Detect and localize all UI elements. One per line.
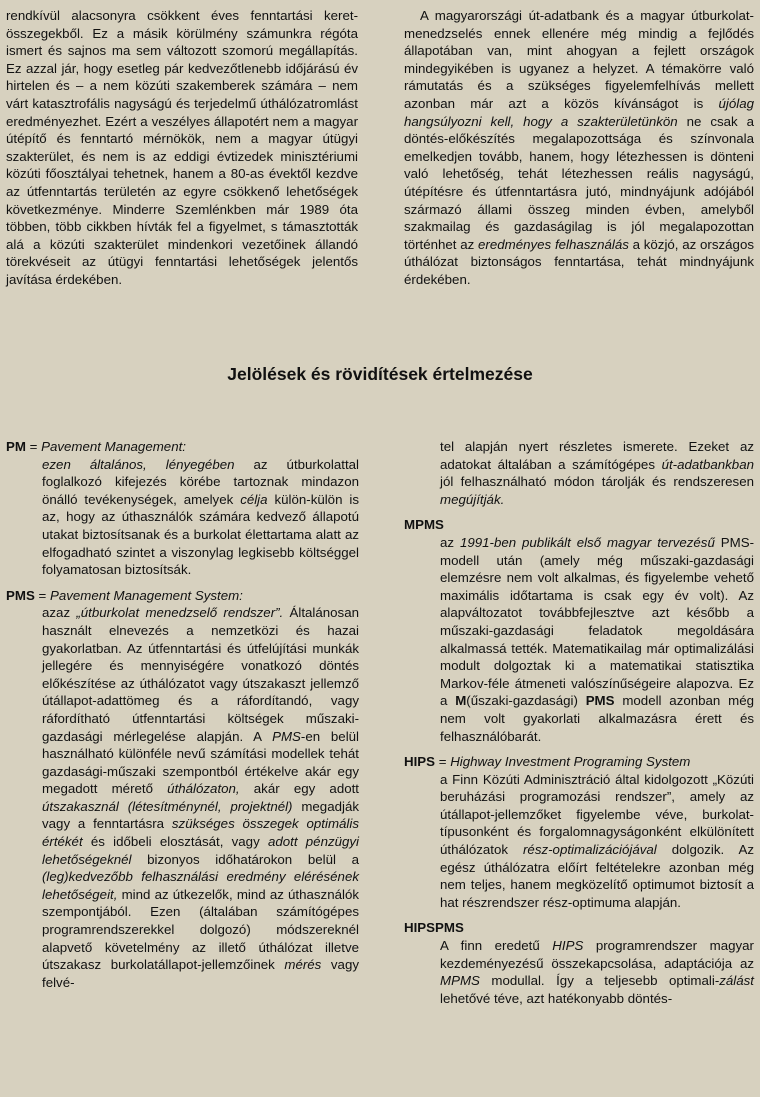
term-equals: = [435,754,451,770]
text-run: dolgozik. Az egész úthálózatra előírt feltételekre azonban még nem teljes, hanem megközelítő optimumot biztosít a hat részrendszer rész-optimuma alapján. [440,842,754,910]
text-run: (űszaki-gazdasági) [466,693,586,709]
term-equals: = [25,439,42,454]
text-run: ne csak a döntés-előkészítés megalapozottsága és színvonala emelkedjen tovább, hanem, hogy létezhessen is dönteni való lehetőség, tehát létezhessen reális nagyságú, útépítésre és útfenntartásra jutó, mindnyájunk adójából származó állami összeg minden évben, amelyből szakmailag és gazdaságilag is jól megalapozottan történhet az [404,113,755,252]
italic-run: eredményes felhasználás [478,236,629,252]
term-definition [42,456,359,579]
term-label: PMS [6,587,35,603]
term-equals: = [34,587,50,603]
term-definition [440,534,754,745]
italic-run: szükséges összegek optimális értékét [42,816,359,850]
section-title: Jelölések és rövidítések értelmezése [227,364,533,384]
text-run: a közjó, az országos úthálózat biztonságos fenntartása, tehát mindnyájunk érdekében. [404,236,754,287]
italic-run: adott pénzügyi lehetőségeknél [42,834,360,867]
italic-run: célja [240,491,268,507]
text-run: modullal. Így a teljesebb optimali- [479,973,720,989]
italic-run: „útburkolat menedzselő rendszer”. [76,605,284,621]
bold-run: M [455,693,467,709]
italic-run: PMS [272,728,301,744]
glossary-entry-pm [6,438,359,579]
text-run: PMS-modell után (amely még műszaki-gazdasági elemzésre nem volt alkalmas, és figyelembe vehető maximális időtartama is csak egy év volt). Az alapváltozatot továbbfejlesztve azt később a műszaki-gazdasági feladatok megoldására alkalmassá tették. Matematikailag már optimalizálási modult dolgoztak ki a matematikai statisztika Markov-féle átmeneti valószínűségeire alapozva. Ez a [440,534,754,709]
bold-run: PMS [585,693,615,709]
italic-run: ezen általános, lényegében [42,456,235,472]
term-expansion: Highway Investment Programing System [450,754,691,770]
term-label: PM [6,439,26,454]
glossary-entry-hipspms [404,919,754,1007]
text-run: megadják vagy a fenntartásra [42,798,359,832]
text-run: programrendszer magyar kezdeményezésű összekapcsolása, adaptációja az [440,938,754,971]
term-definition [440,771,754,912]
pms-definition-continued [440,438,754,508]
italic-run: megújítják. [440,491,505,507]
italic-run: újólag hangsúlyozni kell, hogy a szakterületünkön [404,95,754,129]
term-expansion: Pavement Management System: [49,587,243,603]
italic-run: mérés [284,957,322,973]
top-right-paragraph [404,7,754,289]
italic-run: (leg)kedvezőbb felhasználási eredmény elérésének lehetőségeit, [42,869,359,902]
glossary-left-column [6,438,359,999]
italic-run: zálást [719,973,754,989]
text-run: külön-külön is az, hogy az úthasználók számára kedvező állapotú utakat biztosítsanak és a burkolat élettartama alatt az elfogadható szintet a viszonylag legkisebb költséggel folyamatosan biztosítsák. [42,491,360,578]
glossary-entry-pms [6,587,359,992]
top-left-paragraph: rendkívül alacsonyra csökkent éves fenntartási keret-összegekből. Ez a másik körülmény számunkra régóta ismert és sajnos ma sem változott szomorú megállapítás. Ez azzal jár, hogy esetleg pár kedvezőtlenebb időjárású év hirtelen és – a nem közúti szakemberek számára – nem várt katasztrofális nagyságú és terjedelmű úthálózatromlást eredményezhet. Ezért a veszélyes állapotért nem a magyar útépítő és fenntartó mérnökök, nem a magyar útügyi szakterület, és nem is az eddigi évtizedek minisztériumi közúti főosztályai tehetnek, hanem a 80-as évektől kezdve az útfenntartás területén az egyre csökkenő lehetőségek következménye. Minderre Szemlénkben már 1989 óta többen, több cikkben hívták fel a figyelmet, s támasztották alá a közúti szakterület mindenkori vezetőinek állandó törekvéseit az útügyi fenntartási lehetőségek jelentős javítása érdekében. [6,8,358,287]
text-run: a Finn Közúti Adminisztráció által kidolgozott „Közúti beruházási programozási rendszer”, amely az útállapot-jellemzőket figyelembe véve, burkolat-típusonként és forgalomnagyságonként elkülönített úthálózatok [440,771,754,858]
text-run: -en belül használható különféle nevű számítási modellek tehát gazdasági-műszaki szempontból értékelve akár egy megadott mérető [42,728,359,797]
term-definition [440,937,754,1007]
italic-run: MPMS [440,973,480,989]
text-run: tel alapján nyert részletes ismerete. Ezeket az adatokat általában a számítógépes [440,439,754,472]
text-run: mind az útkezelők, mind az úthasználók szempontjából. Ezen (általában számítógépes programrendszerekkel dolgozó) módszereknél alapvető követelmény az illető úthálózat illetve útszakasz burkolatállapot-jellemzőinek [42,886,359,973]
term-label: HIPSPMS [404,920,464,936]
italic-run: 1991-ben publikált első magyar tervezésű [459,534,715,550]
text-run: azaz [42,605,77,621]
term-label: MPMS [404,517,444,533]
top-right-column [404,7,754,289]
glossary-right-column [404,438,754,1015]
italic-run: rész-optimalizációjával [523,842,657,858]
italic-run: HIPS [552,938,584,954]
text-run: és időbeli elosztását, vagy [82,834,268,850]
text-run: modell azonban még nem volt gyakorlati alkalmazásra érett és felhasználóbarát. [440,693,754,744]
term-label: HIPS [404,754,436,770]
glossary-entry-mpms [404,516,754,745]
top-left-column [6,7,358,289]
italic-run: úthálózaton, [167,781,240,797]
text-run: akár egy adott [239,781,360,797]
text-run: vagy felvé- [42,957,359,990]
term-expansion: Pavement Management: [41,439,186,454]
text-run: lehetővé téve, azt hatékonyabb döntés- [440,990,673,1006]
text-run: az [440,534,460,550]
term-definition [42,604,359,991]
text-run: A magyarországi út-adatbank és a magyar útburkolat-menedzselés ennek ellenére még mindig a fejlődés állapotában van, mint ahogyan a fejlett országok mindegyikében is ugyanez a helyzet. A témakörre való rámutatás és a szükséges figyelemfelhívás mellett azonban már azt a közös kívánságot is [404,8,754,111]
italic-run: út-adatbankban [661,456,754,472]
text-run: az útburkolattal foglalkozó kifejezés körébe tartoznak mindazon önálló tevékenységek, amelyek [42,456,359,507]
italic-run: útszakasznál (létesítménynél, projektnél) [42,798,293,814]
text-run: Általánosan használt elnevezés a nemzetközi és hazai gyakorlatban. Az útfenntartási és útfelújítási munkák jellegére és mennyiségére vonatkozó döntés előkészítése az úthálózatot vagy útszakaszt jellemző útállapot-adattömeg és a ráfordítandó, vagy ráfordítható útfenntartási költségek műszaki-gazdasági mérlegelése alapján. A [42,605,359,744]
text-run: jól felhasználható módon tárolják és rendszeresen [440,474,754,490]
text-run: A finn eredetű [440,938,553,954]
glossary-entry-hips [404,753,754,911]
text-run: bizonyos időhatárokon belül a [131,851,359,867]
